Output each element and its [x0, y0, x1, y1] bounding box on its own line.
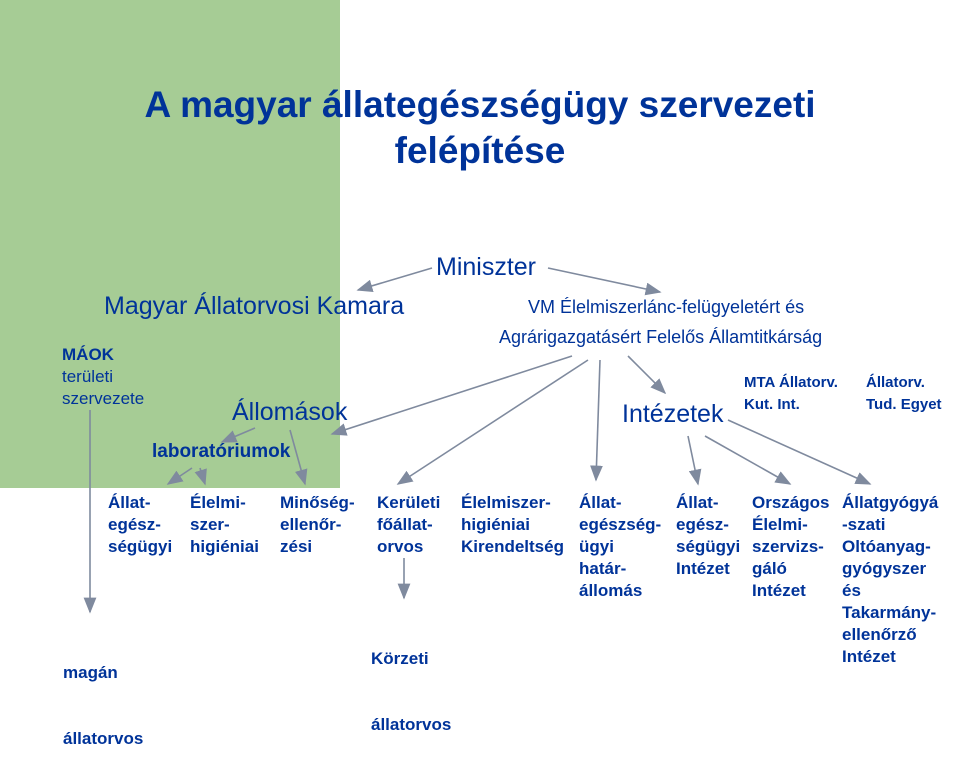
- arrow-intezetek-col9: [728, 420, 870, 484]
- arrow-lab-col1: [168, 468, 192, 484]
- node-magan-allatorvos: [63, 618, 143, 772]
- arrow-miniszter-kamara: [358, 268, 432, 290]
- arrow-allomasok-lab: [222, 428, 255, 442]
- column-minosegellenorzesi: Minőség- ellenőr- zési: [280, 493, 355, 556]
- arrow-intezetek-col7: [688, 436, 698, 484]
- arrow-vm-intezetek: [628, 356, 665, 393]
- page-title-line2: felépítése: [394, 130, 566, 171]
- arrow-allomasok-col3: [290, 430, 305, 484]
- node-maok: [62, 344, 144, 410]
- node-maok-line2: területi: [62, 367, 114, 386]
- column-orszagos-elelmiszervizsgalo: Országos Élelmi- szervizs- gáló Intézet: [752, 493, 830, 600]
- arrow-intezetek-col8: [705, 436, 790, 484]
- node-korzeti-line2: állatorvos: [371, 715, 452, 734]
- arrow-vm-col4: [332, 356, 572, 434]
- node-allomasok: Állomások: [232, 398, 348, 426]
- node-korzeti-allatorvos: [371, 604, 451, 758]
- node-vm-line1: VM Élelmiszerlánc-felügyeletért és: [528, 297, 805, 317]
- node-intezetek: Intézetek: [622, 400, 724, 428]
- node-allatorv-egyetem: [866, 372, 942, 416]
- column-kirendeltseg: Élelmiszer- higiéniai Kirendeltség: [461, 493, 564, 556]
- node-miniszter: Miniszter: [436, 253, 537, 281]
- node-maok-line3: szervezete: [62, 389, 145, 408]
- arrow-vm-col6: [596, 360, 600, 480]
- arrow-miniszter-vm: [548, 268, 660, 292]
- node-magan-line1: magán: [63, 663, 118, 682]
- arrow-lab-col2: [200, 468, 205, 484]
- column-allategeszsegugyi-intezet: Állat- egész- ségügyi Intézet: [676, 493, 741, 578]
- arrow-vm-col5: [398, 360, 588, 484]
- node-kamara: Magyar Állatorvosi Kamara: [104, 292, 405, 320]
- node-laboratoriumok: laboratóriumok: [152, 441, 291, 462]
- column-allatgyogyaszati-intezet: Állatgyógyá -szati Oltóanyag- gyógyszer és Takarmány- ellenőrző Intézet: [842, 493, 939, 666]
- node-mta-line1: MTA Állatorv.: [744, 374, 838, 391]
- node-egyet-line2: Tud. Egyet: [866, 396, 942, 413]
- node-korzeti-line1: Körzeti: [371, 649, 429, 668]
- column-hatarallomas: Állat- egészség- ügyi határ- állomás: [579, 493, 662, 600]
- node-mta: [744, 372, 838, 416]
- node-egyet-line1: Állatorv.: [866, 374, 925, 391]
- node-magan-line2: állatorvos: [63, 729, 144, 748]
- column-keruleti-foallatorvos: Kerületi főállat- orvos: [377, 493, 441, 556]
- node-maok-line1: MÁOK: [62, 345, 114, 364]
- column-elelmiszerhigieniai: Élelmi- szer- higiéniai: [190, 493, 259, 556]
- page-title-line1: A magyar állategészségügy szervezeti: [144, 84, 816, 125]
- node-mta-line2: Kut. Int.: [744, 396, 800, 413]
- column-allategeszsegugyi: Állat- egész- ségügyi: [108, 493, 173, 556]
- node-vm-line2: Agrárigazgatásért Felelős Államtitkárság: [499, 327, 823, 347]
